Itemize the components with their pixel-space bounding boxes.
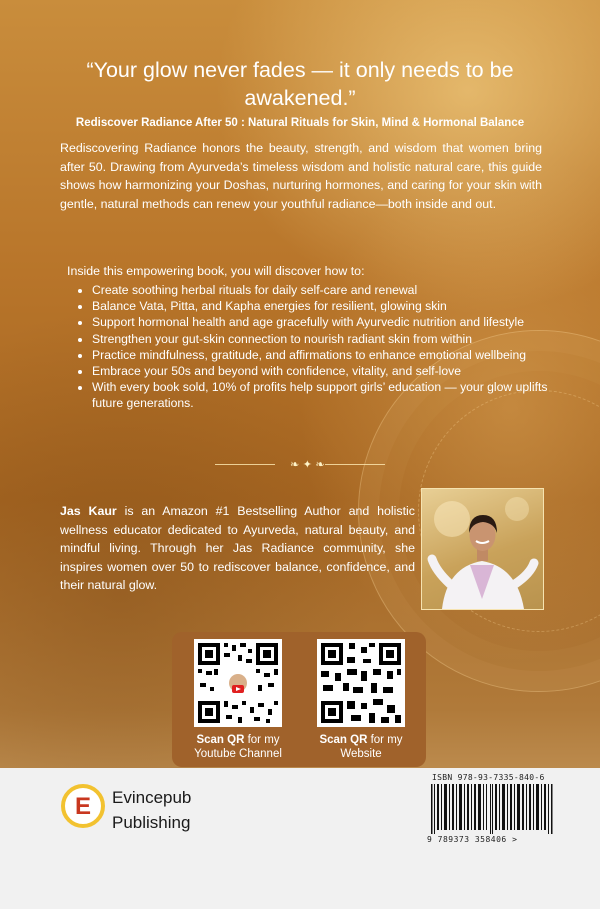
qr-code-icon xyxy=(194,639,282,727)
headline-quote xyxy=(0,56,600,112)
publisher-name: Evincepub xyxy=(112,788,192,807)
website-qr-caption: Scan QR for my Website xyxy=(319,734,403,760)
list-lead: Inside this empowering book, you will discover how to: xyxy=(67,264,365,278)
evincepub-logo-icon xyxy=(60,783,106,829)
flourish-icon: ❧ ✦ ❧ xyxy=(290,458,325,471)
benefit-list xyxy=(74,282,562,412)
svg-text:E: E xyxy=(74,793,92,820)
author-name: Jas Kaur xyxy=(60,504,117,518)
youtube-qr-caption: Scan QR for my Youtube Channel xyxy=(194,734,282,760)
isbn-label: ISBN 978-93-7335-840-6 xyxy=(432,773,545,782)
website-qr-code[interactable] xyxy=(317,639,405,727)
quote-line-2: awakened.” xyxy=(244,86,356,110)
author-portrait-icon xyxy=(422,489,543,609)
list-item: • Strengthen your gut-skin connection to nourish radiant skin from within xyxy=(92,331,562,347)
quote-line-1: “Your glow never fades — it only needs to be xyxy=(86,58,514,82)
list-item: • Support hormonal health and age gracefully with Ayurvedic nutrition and lifestyle xyxy=(92,314,562,330)
list-item: • Practice mindfulness, gratitude, and affirmations to enhance emotional wellbeing xyxy=(92,347,562,363)
intro-paragraph: Rediscovering Radiance honors the beauty, strength, and wisdom that women bring after 50. Drawing from Ayurveda’s timeless wisdom and holistic natural care, this guide shows how harmonizing your Doshas, nurturing hormones, and caring for your skin with gentle, natural methods can renew your youthful radiance—both inside and out. xyxy=(60,141,542,211)
ornament-divider xyxy=(215,458,385,472)
list-item: • Create soothing herbal rituals for daily self-care and renewal xyxy=(92,282,562,298)
author-bio-text: is an Amazon #1 Bestselling Author and holistic wellness educator dedicated to Ayurveda, natural beauty, and mindful living. Through her Jas Radiance community, she inspires women over 50 to rediscover balance, confidence, and their natural glow. xyxy=(60,504,415,592)
list-item: • Embrace your 50s and beyond with confidence, vitality, and self-love xyxy=(92,363,562,379)
list-item: • Balance Vata, Pitta, and Kapha energies for resilient, glowing skin xyxy=(92,298,562,314)
qr-panel xyxy=(172,632,426,767)
book-subtitle: Rediscover Radiance After 50 : Natural Rituals for Skin, Mind & Hormonal Balance xyxy=(75,117,525,129)
barcode-number: 9 789373 358406 > xyxy=(427,835,518,844)
list-item: • With every book sold, 10% of profits help support girls’ education — your glow uplifts future generations. xyxy=(92,379,562,411)
barcode-icon xyxy=(431,784,553,834)
youtube-qr-code[interactable] xyxy=(194,639,282,727)
publisher-subname: Publishing xyxy=(112,813,191,832)
author-bio xyxy=(60,502,415,595)
author-photo xyxy=(421,488,544,610)
qr-code-icon xyxy=(317,639,405,727)
